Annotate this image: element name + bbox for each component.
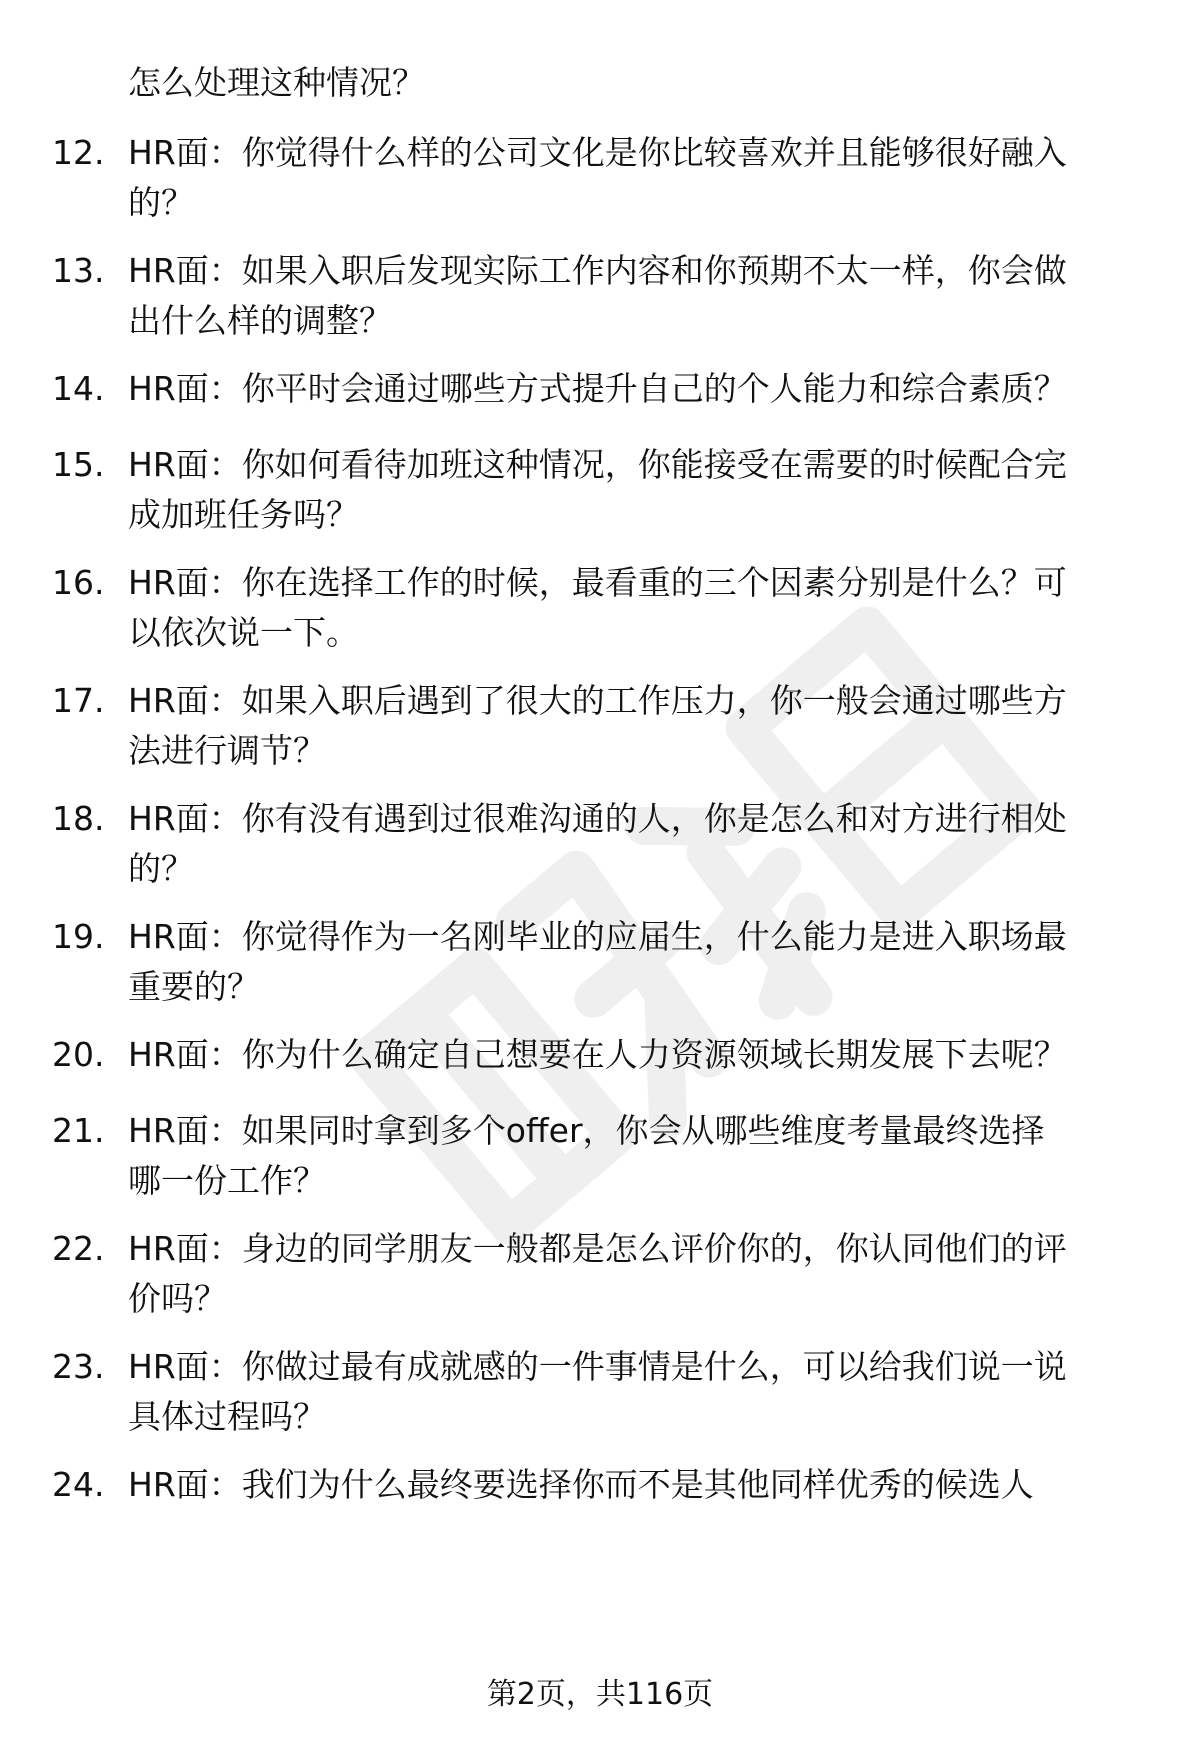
- page-footer: 第2页，共116页: [486, 1677, 714, 1712]
- item-text: HR面：你平时会通过哪些方式提升自己的个人能力和综合素质？: [128, 369, 1067, 408]
- item-text: HR面：你在选择工作的时候，最看重的三个因素分别是什么？可 以依次说一下。: [128, 563, 1067, 652]
- item-number: 12.: [52, 133, 105, 172]
- item-text: HR面：我们为什么最终要选择你而不是其他同样优秀的候选人: [128, 1465, 1034, 1504]
- item-text: HR面：如果同时拿到多个offer，你会从哪些维度考量最终选择 哪一份工作？: [128, 1111, 1045, 1200]
- item-text: HR面：你如何看待加班这种情况，你能接受在需要的时候配合完 成加班任务吗？: [128, 445, 1067, 534]
- item-number: 23.: [52, 1347, 105, 1386]
- item-text: HR面：你觉得作为一名刚毕业的应届生，什么能力是进入职场最 重要的？: [128, 917, 1067, 1006]
- item-number: 16.: [52, 563, 105, 602]
- item-number: 17.: [52, 681, 105, 720]
- item-number: 14.: [52, 369, 105, 408]
- item-number: 13.: [52, 251, 105, 290]
- item-text: HR面：你做过最有成就感的一件事情是什么，可以给我们说一说 具体过程吗？: [128, 1347, 1067, 1436]
- item-number: 22.: [52, 1229, 105, 1268]
- item-number: 19.: [52, 917, 105, 956]
- item-number: 15.: [52, 445, 105, 484]
- item-text: HR面：身边的同学朋友一般都是怎么评价你的，你认同他们的评 价吗？: [128, 1229, 1067, 1318]
- continuation-text: 怎么处理这种情况？: [128, 63, 425, 102]
- item-text: HR面：如果入职后发现实际工作内容和你预期不太一样，你会做 出什么样的调整？: [128, 251, 1067, 340]
- item-text: HR面：你为什么确定自己想要在人力资源领域长期发展下去呢？: [128, 1035, 1067, 1074]
- item-number: 24.: [52, 1465, 105, 1504]
- item-text: HR面：如果入职后遇到了很大的工作压力，你一般会通过哪些方 法进行调节？: [128, 681, 1067, 770]
- item-text: HR面：你有没有遇到过很难沟通的人，你是怎么和对方进行相处 的？: [128, 799, 1067, 888]
- item-text: HR面：你觉得什么样的公司文化是你比较喜欢并且能够很好融入 的？: [128, 133, 1067, 222]
- item-number: 20.: [52, 1035, 105, 1074]
- item-number: 18.: [52, 799, 105, 838]
- item-number: 21.: [52, 1111, 105, 1150]
